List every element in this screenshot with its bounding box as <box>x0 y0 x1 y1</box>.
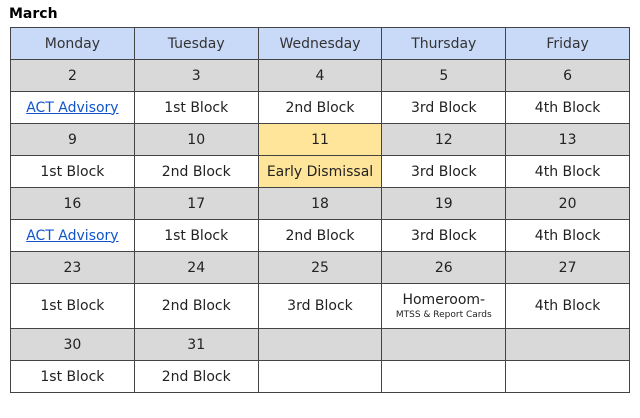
date-cell: 18 <box>258 188 382 220</box>
event-cell: 2nd Block <box>258 220 382 252</box>
calendar-title: March <box>9 6 58 22</box>
event-cell: 2nd Block <box>134 361 258 393</box>
event-cell: 3rd Block <box>382 92 506 124</box>
event-cell: 2nd Block <box>258 92 382 124</box>
empty-cell <box>258 361 382 393</box>
date-cell: 6 <box>506 60 630 92</box>
act-advisory-link[interactable]: ACT Advisory <box>26 99 119 116</box>
weekday-header-row <box>11 28 630 60</box>
date-cell: 16 <box>11 188 135 220</box>
date-cell: 5 <box>382 60 506 92</box>
date-cell: 25 <box>258 252 382 284</box>
date-cell <box>506 329 630 361</box>
event-row-week-1 <box>11 92 630 124</box>
homeroom-note: MTSS & Report Cards <box>395 310 492 320</box>
date-cell: 27 <box>506 252 630 284</box>
event-cell <box>11 92 135 124</box>
event-cell: 3rd Block <box>258 284 382 329</box>
date-cell-highlighted: 11 <box>258 124 382 156</box>
date-cell: 17 <box>134 188 258 220</box>
date-cell <box>382 329 506 361</box>
event-cell: 1st Block <box>11 156 135 188</box>
event-cell: 1st Block <box>134 220 258 252</box>
early-dismissal-cell: Early Dismissal <box>258 156 382 188</box>
event-row-week-4 <box>11 284 630 329</box>
event-cell: 2nd Block <box>134 156 258 188</box>
event-cell: 4th Block <box>506 220 630 252</box>
date-cell: 4 <box>258 60 382 92</box>
date-cell: 31 <box>134 329 258 361</box>
date-cell: 20 <box>506 188 630 220</box>
date-row-week-3 <box>11 188 630 220</box>
event-cell <box>11 220 135 252</box>
date-cell: 26 <box>382 252 506 284</box>
event-cell-homeroom <box>382 284 506 329</box>
date-row-week-5 <box>11 329 630 361</box>
event-cell: 1st Block <box>11 284 135 329</box>
event-cell: 3rd Block <box>382 220 506 252</box>
date-row-week-4 <box>11 252 630 284</box>
date-cell: 2 <box>11 60 135 92</box>
header-monday: Monday <box>11 28 135 60</box>
event-cell: 2nd Block <box>134 284 258 329</box>
event-cell: 1st Block <box>134 92 258 124</box>
empty-cell <box>506 361 630 393</box>
act-advisory-link[interactable]: ACT Advisory <box>26 227 119 244</box>
calendar-table <box>10 27 630 393</box>
date-cell: 13 <box>506 124 630 156</box>
date-cell: 24 <box>134 252 258 284</box>
date-cell: 12 <box>382 124 506 156</box>
date-cell: 23 <box>11 252 135 284</box>
date-row-week-2 <box>11 124 630 156</box>
event-row-week-2 <box>11 156 630 188</box>
date-cell: 3 <box>134 60 258 92</box>
header-friday: Friday <box>506 28 630 60</box>
event-row-week-3 <box>11 220 630 252</box>
event-cell: 4th Block <box>506 92 630 124</box>
date-cell: 9 <box>11 124 135 156</box>
event-cell: 1st Block <box>11 361 135 393</box>
homeroom-label: Homeroom- <box>402 292 486 308</box>
header-tuesday: Tuesday <box>134 28 258 60</box>
date-cell: 10 <box>134 124 258 156</box>
event-cell: 3rd Block <box>382 156 506 188</box>
header-wednesday: Wednesday <box>258 28 382 60</box>
header-thursday: Thursday <box>382 28 506 60</box>
event-row-week-5 <box>11 361 630 393</box>
empty-cell <box>382 361 506 393</box>
date-row-week-1 <box>11 60 630 92</box>
event-cell: 4th Block <box>506 156 630 188</box>
date-cell <box>258 329 382 361</box>
event-cell: 4th Block <box>506 284 630 329</box>
date-cell: 19 <box>382 188 506 220</box>
date-cell: 30 <box>11 329 135 361</box>
